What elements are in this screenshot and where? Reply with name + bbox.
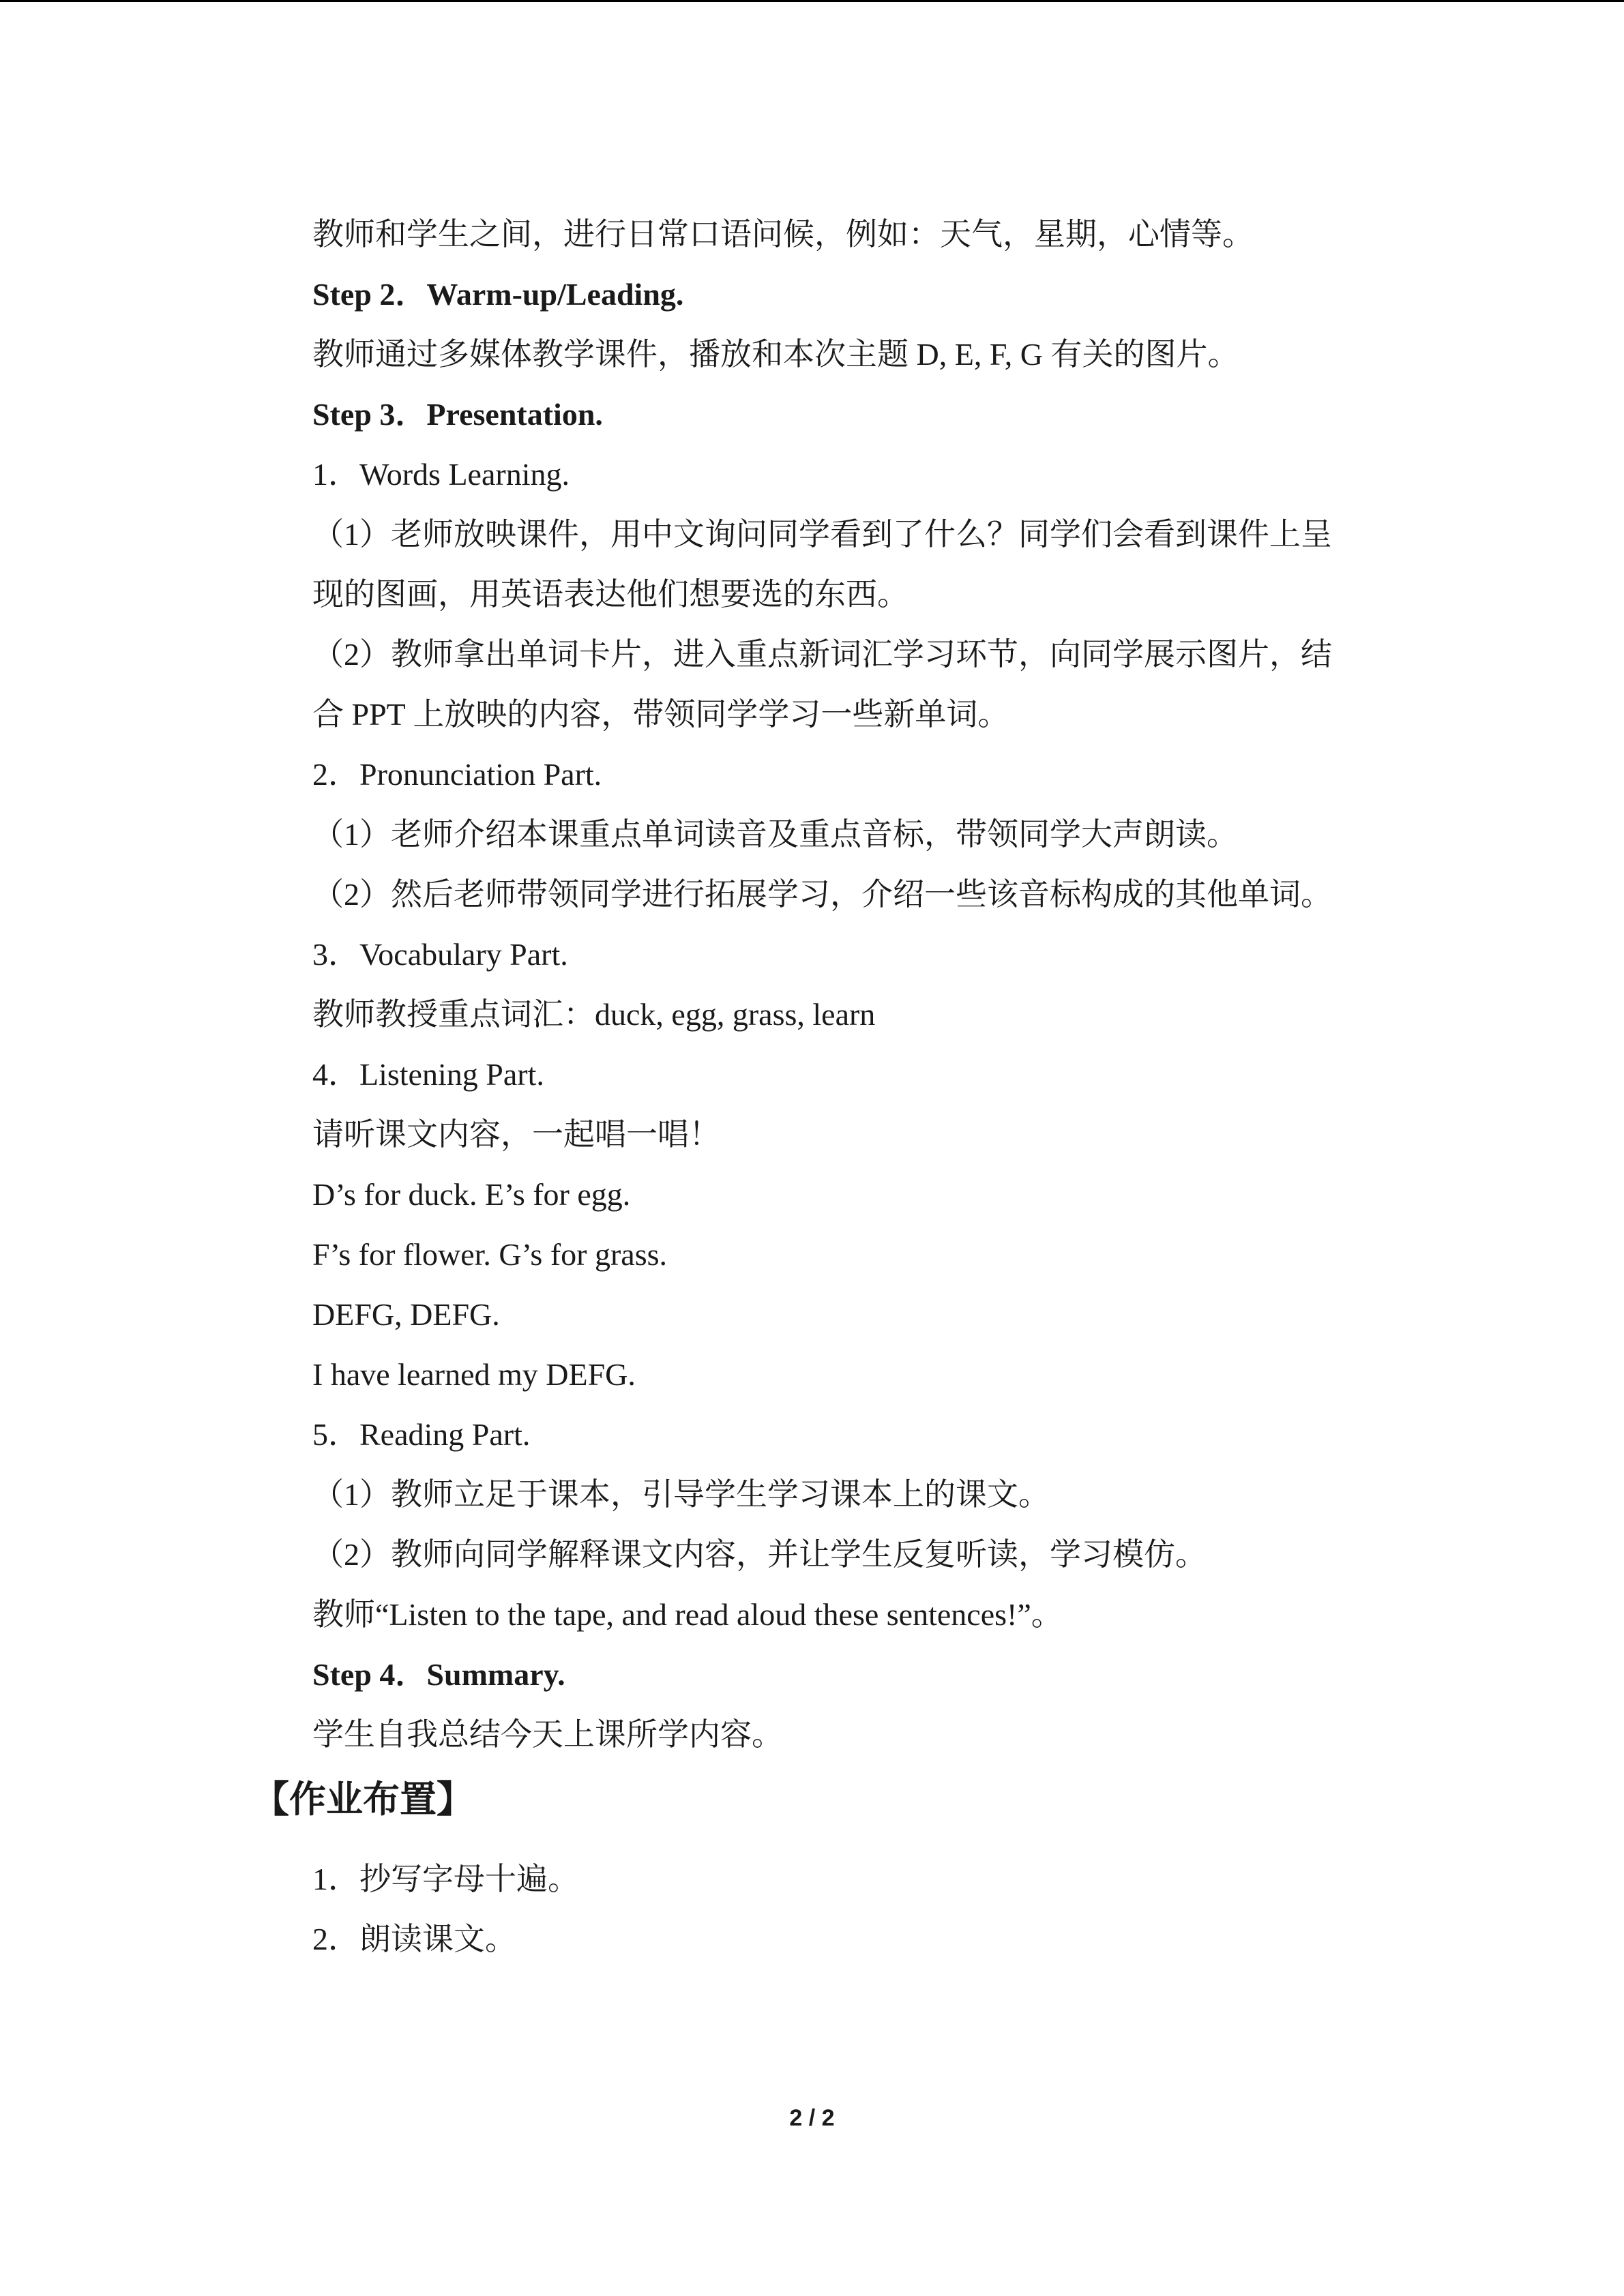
greeting-paragraph: 教师和学生之间，进行日常口语问候，例如：天气，星期，心情等。 (312, 217, 1254, 252)
reading-item-2: （2）教师向同学解释课文内容，并让学生反复听读，学习模仿。 (312, 1537, 1207, 1572)
pronunciation-item-2: （2）然后老师带领同学进行拓展学习，介绍一些该音标构成的其他单词。 (312, 877, 1332, 912)
step-4-heading: Step 4．Summary. (312, 1657, 565, 1692)
reading-instruction: 教师“Listen to the tape, and read aloud these sentences!”。 (312, 1597, 1063, 1632)
listening-heading: 4．Listening Part. (312, 1057, 544, 1092)
homework-item-2: 2．朗读课文。 (312, 1922, 516, 1956)
words-learning-item-1-line-1: （1）老师放映课件，用中文询问同学看到了什么？同学们会看到课件上呈 (312, 517, 1332, 552)
pronunciation-heading: 2．Pronunciation Part. (312, 757, 602, 792)
step-2-heading: Step 2．Warm-up/Leading. (312, 277, 684, 312)
homework-item-1: 1．抄写字母十遍。 (312, 1862, 579, 1896)
words-learning-item-1-line-2: 现的图画，用英语表达他们想要选的东西。 (312, 577, 909, 612)
warm-up-paragraph: 教师通过多媒体教学课件，播放和本次主题 D, E, F, G 有关的图片。 (312, 337, 1239, 372)
page-top-border (0, 0, 1624, 2)
homework-heading: 【作业布置】 (252, 1778, 473, 1821)
vocabulary-words: 教师教授重点词汇：duck, egg, grass, learn (312, 997, 876, 1032)
song-line-1: D’s for duck. E’s for egg. (312, 1177, 631, 1212)
listening-instruction: 请听课文内容，一起唱一唱！ (312, 1117, 720, 1152)
step-3-heading: Step 3．Presentation. (312, 397, 603, 432)
words-learning-item-2-line-2: 合 PPT 上放映的内容，带领同学学习一些新单词。 (312, 697, 1009, 732)
page-number: 2 / 2 (789, 2105, 835, 2131)
homework-list (312, 1849, 1376, 1969)
song-line-3: DEFG, DEFG. (312, 1297, 500, 1332)
words-learning-heading: 1．Words Learning. (312, 457, 570, 492)
vocabulary-heading: 3．Vocabulary Part. (312, 937, 568, 972)
song-line-2: F’s for flower. G’s for grass. (312, 1237, 667, 1272)
reading-item-1: （1）教师立足于课本，引导学生学习课本上的课文。 (312, 1477, 1050, 1512)
song-line-4: I have learned my DEFG. (312, 1357, 636, 1392)
summary-paragraph: 学生自我总结今天上课所学内容。 (312, 1717, 783, 1752)
pronunciation-item-1: （1）老师介绍本课重点单词读音及重点音标，带领同学大声朗读。 (312, 817, 1238, 852)
reading-heading: 5．Reading Part. (312, 1417, 531, 1452)
lesson-body (312, 205, 1376, 1765)
words-learning-item-2-line-1: （2）教师拿出单词卡片，进入重点新词汇学习环节，向同学展示图片，结 (312, 637, 1332, 672)
